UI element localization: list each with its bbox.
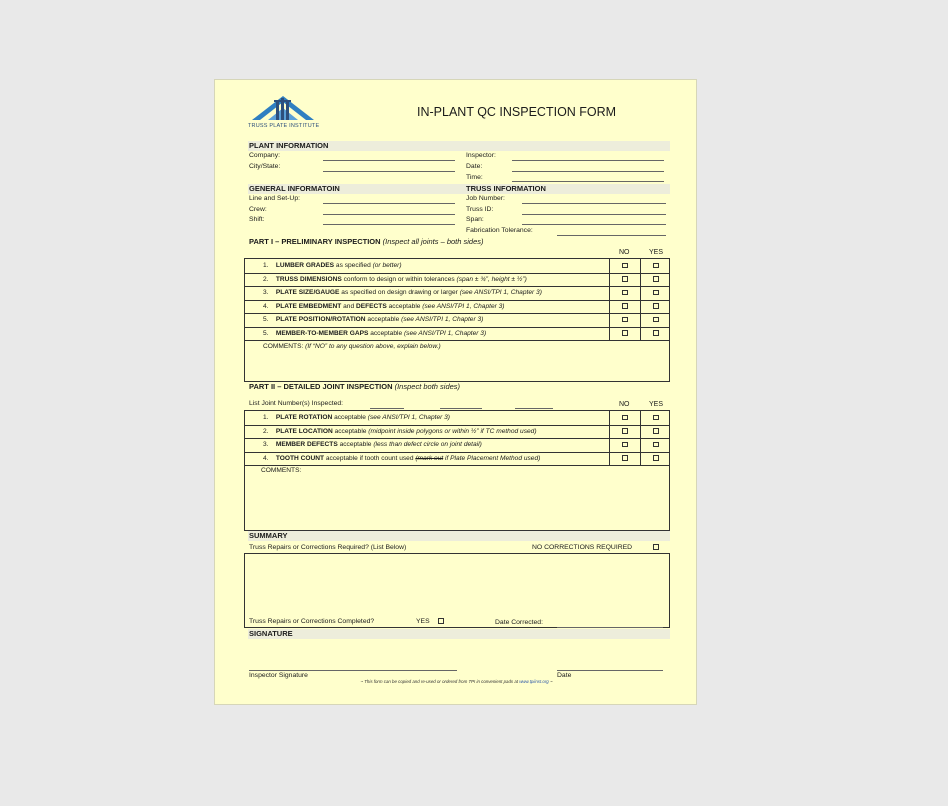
no-checkbox[interactable] xyxy=(622,442,628,448)
yes-checkbox[interactable] xyxy=(653,415,659,421)
date-corrected-label: Date Corrected: xyxy=(495,619,543,626)
form-page xyxy=(214,79,697,705)
table-row xyxy=(245,286,669,301)
part1-yes-header: YES xyxy=(649,249,664,256)
row-text: 1. PLATE ROTATION acceptable (see ANSI/TPI 1, Chapter 3) xyxy=(263,414,451,421)
time-field[interactable] xyxy=(512,181,664,182)
row-text: 4. TOOTH COUNT acceptable if tooth count used (mark out if Plate Placement Method used) xyxy=(263,454,541,462)
part1-title: PART I – PRELIMINARY INSPECTION xyxy=(249,237,381,246)
no-corrections-checkbox[interactable] xyxy=(653,544,659,550)
joint-field[interactable] xyxy=(370,408,404,409)
no-checkbox[interactable] xyxy=(622,415,628,421)
no-checkbox[interactable] xyxy=(622,330,628,336)
repairs-yes-checkbox[interactable] xyxy=(438,618,444,624)
joint-field[interactable] xyxy=(515,408,553,409)
fab-tolerance-field[interactable] xyxy=(557,235,666,236)
row-text: 2. PLATE LOCATION acceptable (midpoint inside polygons or within ½” if TC method used) xyxy=(263,427,537,435)
part1-no-header: NO xyxy=(619,249,630,256)
table-row xyxy=(245,273,669,288)
date-label: Date: xyxy=(466,163,483,170)
yes-checkbox[interactable] xyxy=(653,442,659,448)
no-checkbox[interactable] xyxy=(622,317,628,323)
time-label: Time: xyxy=(466,174,483,181)
no-checkbox[interactable] xyxy=(622,455,628,461)
table-row xyxy=(245,300,669,315)
footer-note: ~ This form can be copied and re-used or ordered from TPI in convenient pads at www.tpiinst.org ~ xyxy=(360,679,553,684)
plant-info-heading: PLANT INFORMATION xyxy=(249,141,329,150)
repairs-yes-label: YES xyxy=(416,618,430,625)
tpi-link[interactable]: www.tpiinst.org xyxy=(519,679,549,684)
logo-text: TRUSS PLATE INSTITUTE xyxy=(248,123,320,129)
table-row xyxy=(245,327,669,342)
part1-heading xyxy=(249,237,484,246)
signature-heading: SIGNATURE xyxy=(249,629,293,638)
no-checkbox[interactable] xyxy=(622,303,628,309)
date-corrected-field[interactable] xyxy=(557,627,663,628)
line-setup-label: Line and Set-Up: xyxy=(249,195,301,202)
city-state-label: City/State: xyxy=(249,163,281,170)
part1-subtitle: (Inspect all joints – both sides) xyxy=(382,237,484,246)
span-field[interactable] xyxy=(522,224,666,225)
signature-date-field[interactable] xyxy=(557,670,663,671)
summary-heading: SUMMARY xyxy=(249,531,288,540)
yes-checkbox[interactable] xyxy=(653,317,659,323)
shift-field[interactable] xyxy=(323,224,455,225)
row-text: 1. LUMBER GRADES as specified (or better) xyxy=(263,262,402,269)
summary-bar xyxy=(248,531,670,541)
repairs-completed-label: Truss Repairs or Corrections Completed? xyxy=(249,618,375,625)
part2-subtitle: (Inspect both sides) xyxy=(394,382,461,391)
part2-table xyxy=(244,410,670,531)
table-row xyxy=(245,411,669,426)
truss-id-label: Truss ID: xyxy=(466,206,494,213)
row-text: 4. PLATE EMBEDMENT and DEFECTS acceptable (see ANSI/TPI 1, Chapter 3) xyxy=(263,302,505,310)
yes-checkbox[interactable] xyxy=(653,263,659,269)
span-label: Span: xyxy=(466,216,484,223)
repairs-required-label: Truss Repairs or Corrections Required? (List Below) xyxy=(249,544,407,551)
form-title: IN-PLANT QC INSPECTION FORM xyxy=(417,105,617,119)
yes-checkbox[interactable] xyxy=(653,276,659,282)
part2-heading xyxy=(249,382,460,391)
row-text: 5. PLATE POSITION/ROTATION acceptable (see ANSI/TPI 1, Chapter 3) xyxy=(263,316,484,323)
signature-bar xyxy=(248,629,670,639)
row-text: 3. MEMBER DEFECTS acceptable (less than defect circle on joint detail) xyxy=(263,441,482,448)
yes-checkbox[interactable] xyxy=(653,330,659,336)
part2-comments-label[interactable]: COMMENTS: xyxy=(261,467,302,474)
table-row xyxy=(245,452,669,467)
signature-date-label: Date xyxy=(557,672,572,679)
no-checkbox[interactable] xyxy=(622,263,628,269)
city-state-field[interactable] xyxy=(323,171,455,172)
table-row xyxy=(245,313,669,328)
company-field[interactable] xyxy=(323,160,455,161)
shift-label: Shift: xyxy=(249,216,265,223)
no-checkbox[interactable] xyxy=(622,276,628,282)
fab-tolerance-label: Fabrication Tolerance: xyxy=(466,227,533,234)
table-row xyxy=(245,425,669,440)
date-field[interactable] xyxy=(512,171,664,172)
row-text: 5. MEMBER-TO-MEMBER GAPS acceptable (see ANSI/TPI 1, Chapter 3) xyxy=(263,329,487,337)
inspector-label: Inspector: xyxy=(466,152,496,159)
truss-info-heading: TRUSS INFORMATION xyxy=(466,184,546,193)
job-number-label: Job Number: xyxy=(466,195,505,202)
no-checkbox[interactable] xyxy=(622,428,628,434)
part2-title: PART II – DETAILED JOINT INSPECTION xyxy=(249,382,393,391)
company-label: Company: xyxy=(249,152,280,159)
part1-table xyxy=(244,258,670,382)
no-corrections-label: NO CORRECTIONS REQUIRED xyxy=(532,544,633,551)
row-text: 3. PLATE SIZE/GAUGE as specified on design drawing or larger (see ANSI/TPI 1, Chapter 3) xyxy=(263,289,542,296)
yes-checkbox[interactable] xyxy=(653,428,659,434)
joint-field[interactable] xyxy=(440,408,482,409)
part2-no-header: NO xyxy=(619,401,630,408)
job-number-field[interactable] xyxy=(522,203,666,204)
part1-comments-label[interactable]: COMMENTS: (If “NO” to any question above, explain below.) xyxy=(263,343,441,350)
yes-checkbox[interactable] xyxy=(653,303,659,309)
inspector-signature-field[interactable] xyxy=(249,670,457,671)
repairs-box[interactable] xyxy=(244,553,670,628)
no-checkbox[interactable] xyxy=(622,290,628,296)
row-text: 2. TRUSS DIMENSIONS conform to design or within tolerances (span ± ¾”, height ± ½”) xyxy=(263,275,527,283)
list-joints-label: List Joint Number(s) Inspected: xyxy=(249,400,344,407)
table-row xyxy=(245,259,669,274)
inspector-signature-label: Inspector Signature xyxy=(249,672,308,679)
table-row xyxy=(245,438,669,453)
yes-checkbox[interactable] xyxy=(653,290,659,296)
crew-field[interactable] xyxy=(323,214,455,215)
truss-id-field[interactable] xyxy=(522,214,666,215)
inspector-field[interactable] xyxy=(512,160,664,161)
part2-yes-header: YES xyxy=(649,401,664,408)
crew-label: Crew: xyxy=(249,206,267,213)
yes-checkbox[interactable] xyxy=(653,455,659,461)
line-setup-field[interactable] xyxy=(323,203,455,204)
general-info-heading: GENERAL INFORMATOIN xyxy=(249,184,340,193)
